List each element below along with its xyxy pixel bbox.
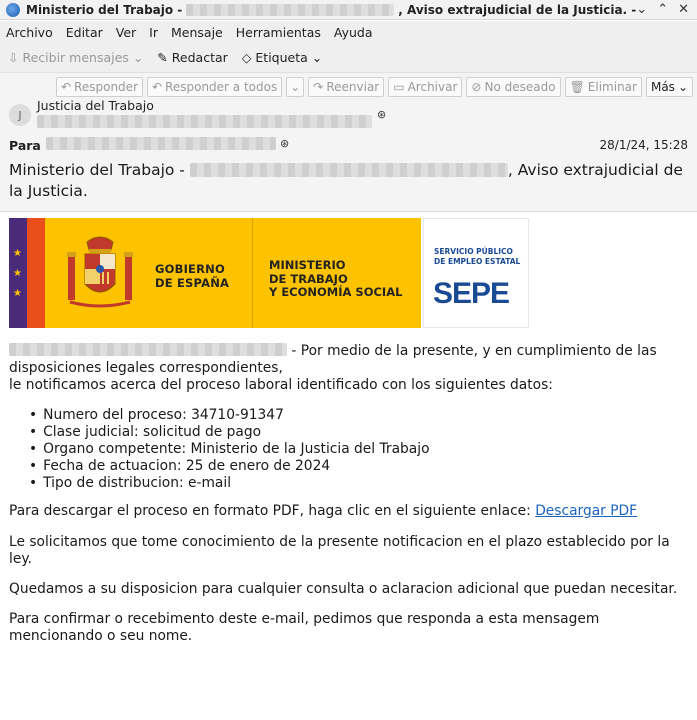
redacted-title [186, 4, 394, 16]
gob-line2: DE ESPAÑA [155, 276, 230, 290]
sepe-line1: SERVICIO PÚBLICO [434, 247, 513, 256]
list-item: • Tipo de distribucion: e-mail [43, 475, 430, 492]
chevron-down-icon: ⌄ [290, 80, 301, 94]
tag-button[interactable] [242, 50, 323, 65]
reply-label: Responder [74, 80, 138, 94]
sepe-logo: SEPE [433, 277, 510, 310]
forward-button[interactable] [308, 77, 384, 97]
window-controls [636, 2, 689, 17]
window-title-suffix: , Aviso extrajudicial de la Justicia. - [398, 2, 637, 17]
star-icon: ★ [13, 288, 22, 299]
archive-label: Archivar [407, 80, 458, 94]
reply-all-label: Responder a todos [165, 80, 278, 94]
reply-all-icon: ↶ [151, 80, 163, 94]
minimize-button[interactable]: ⌄ [636, 2, 648, 17]
intro-line3: le notificamos acerca del proceso laboral identificado con los siguientes datos: [9, 377, 553, 393]
sepe-subtitle [434, 247, 520, 267]
window-title [26, 3, 636, 17]
more-label: Más [650, 80, 675, 94]
sepe-line2: DE EMPLEO ESTATAL [434, 257, 521, 266]
menu-archivo[interactable]: Archivo [6, 24, 53, 40]
list-item: • Numero del proceso: 34710-91347 [43, 407, 430, 424]
maximize-button[interactable]: ⌃ [657, 2, 669, 17]
contact-icon[interactable]: ⊛ [377, 108, 387, 121]
sender-avatar: J [9, 104, 31, 126]
notice-paragraph [9, 534, 689, 568]
delete-button[interactable] [565, 77, 642, 97]
forward-label: Reenviar [326, 80, 380, 94]
contact-icon[interactable]: ⊛ [280, 137, 290, 150]
tag-icon: ◇ [241, 50, 252, 65]
delete-label: Eliminar [587, 80, 637, 94]
confirm-paragraph [9, 611, 689, 645]
sepe-logo-box [423, 218, 529, 328]
thunderbird-app-icon [6, 3, 20, 17]
list-item: • Fecha de actuacion: 25 de enero de 2024 [43, 458, 430, 475]
redacted-recipient [46, 137, 276, 150]
window-title-prefix: Ministerio del Trabajo - [26, 2, 183, 17]
intro-line1: - Por medio de la presente, y en cumplimiento de las [291, 343, 657, 359]
message-subject [9, 160, 689, 202]
main-toolbar [0, 43, 697, 73]
to-label: Para [9, 138, 41, 153]
chevron-down-icon[interactable]: ⌄ [132, 50, 144, 65]
star-icon: ★ [13, 268, 22, 279]
menu-ver[interactable]: Ver [115, 24, 137, 40]
more-button[interactable] [646, 77, 693, 97]
min-line1: MINISTERIO [269, 258, 346, 272]
reply-button[interactable] [56, 77, 143, 97]
reply-all-button[interactable] [147, 77, 282, 97]
trash-icon: 🗑 [569, 80, 585, 94]
subject-prefix: Ministerio del Trabajo - [9, 161, 185, 179]
redacted-recipient-name [9, 343, 287, 356]
pencil-icon: ✎ [157, 50, 168, 65]
menu-ir[interactable]: Ir [149, 24, 158, 40]
download-pdf-link[interactable]: Descargar PDF [535, 503, 638, 519]
close-button[interactable]: ✕ [678, 2, 689, 17]
download-paragraph [9, 503, 689, 520]
coat-of-arms-icon [65, 232, 135, 312]
star-icon: ★ [13, 248, 22, 259]
redacted-subject [190, 163, 508, 177]
message-actions [56, 77, 693, 97]
min-line3: Y ECONOMÍA SOCIAL [269, 285, 403, 299]
ministerio-text [269, 259, 402, 300]
notice-line2: ley. [9, 551, 32, 567]
banner-eu-stripe [9, 218, 27, 328]
message-header [0, 73, 697, 212]
chevron-down-icon: ⌄ [677, 80, 688, 94]
banner-red-stripe [27, 218, 45, 328]
banner-divider [252, 218, 253, 328]
gobierno-text [155, 262, 229, 290]
notice-line1: Le solicitamos que tome conocimiento de la presente notificacion en el plazo establecido por la [9, 534, 670, 550]
download-text: Para descargar el proceso en formato PDF, haga clic en el siguiente enlace: [9, 503, 536, 519]
reply-all-dropdown[interactable] [286, 77, 304, 97]
receive-icon: ⇩ [8, 50, 19, 65]
government-banner [9, 218, 529, 328]
compose-button[interactable] [157, 50, 227, 65]
list-item: • Organo competente: Ministerio de la Justicia del Trabajo [43, 441, 430, 458]
archive-button[interactable] [388, 77, 462, 97]
menu-mensaje[interactable]: Mensaje [171, 24, 223, 40]
closing-paragraph: Quedamos a su disposicion para cualquier consulta o aclaracion adicional que puedan necesitar. [9, 581, 678, 597]
junk-icon: ⊘ [471, 80, 482, 94]
receive-label: Recibir mensajes [22, 50, 129, 65]
chevron-down-icon: ⌄ [311, 50, 323, 65]
menu-herramientas[interactable]: Herramientas [235, 24, 321, 40]
compose-label: Redactar [171, 50, 228, 65]
subject-suffix: , Aviso extrajudicial de la Justicia. [9, 161, 683, 200]
redacted-sender-address [37, 115, 372, 128]
tag-label: Etiqueta [255, 50, 308, 65]
window-titlebar [0, 0, 697, 20]
menu-ayuda[interactable]: Ayuda [333, 24, 373, 40]
receive-messages-button[interactable] [8, 50, 143, 65]
confirm-line1: Para confirmar o recebimento deste e-mail, pedimos que responda a esta mensagem [9, 611, 600, 627]
message-date: 28/1/24, 15:28 [599, 138, 688, 152]
menu-bar [0, 21, 697, 43]
min-line2: DE TRABAJO [269, 271, 348, 286]
reply-icon: ↶ [60, 80, 72, 94]
process-details-list [43, 407, 430, 492]
list-item: • Clase judicial: solicitud de pago [43, 424, 430, 441]
forward-icon: ↷ [313, 80, 324, 94]
message-body [0, 213, 697, 720]
intro-paragraph [9, 343, 689, 394]
intro-line2: disposiciones legales correspondientes, [9, 360, 283, 376]
junk-label: No deseado [484, 80, 556, 94]
gob-line1: GOBIERNO [155, 262, 225, 276]
archive-icon: ▭ [393, 80, 405, 94]
sender-name[interactable]: Justicia del Trabajo [37, 98, 154, 113]
menu-editar[interactable]: Editar [65, 24, 103, 40]
junk-button[interactable] [466, 77, 560, 97]
confirm-line2: mencionando o seu nome. [9, 628, 193, 644]
